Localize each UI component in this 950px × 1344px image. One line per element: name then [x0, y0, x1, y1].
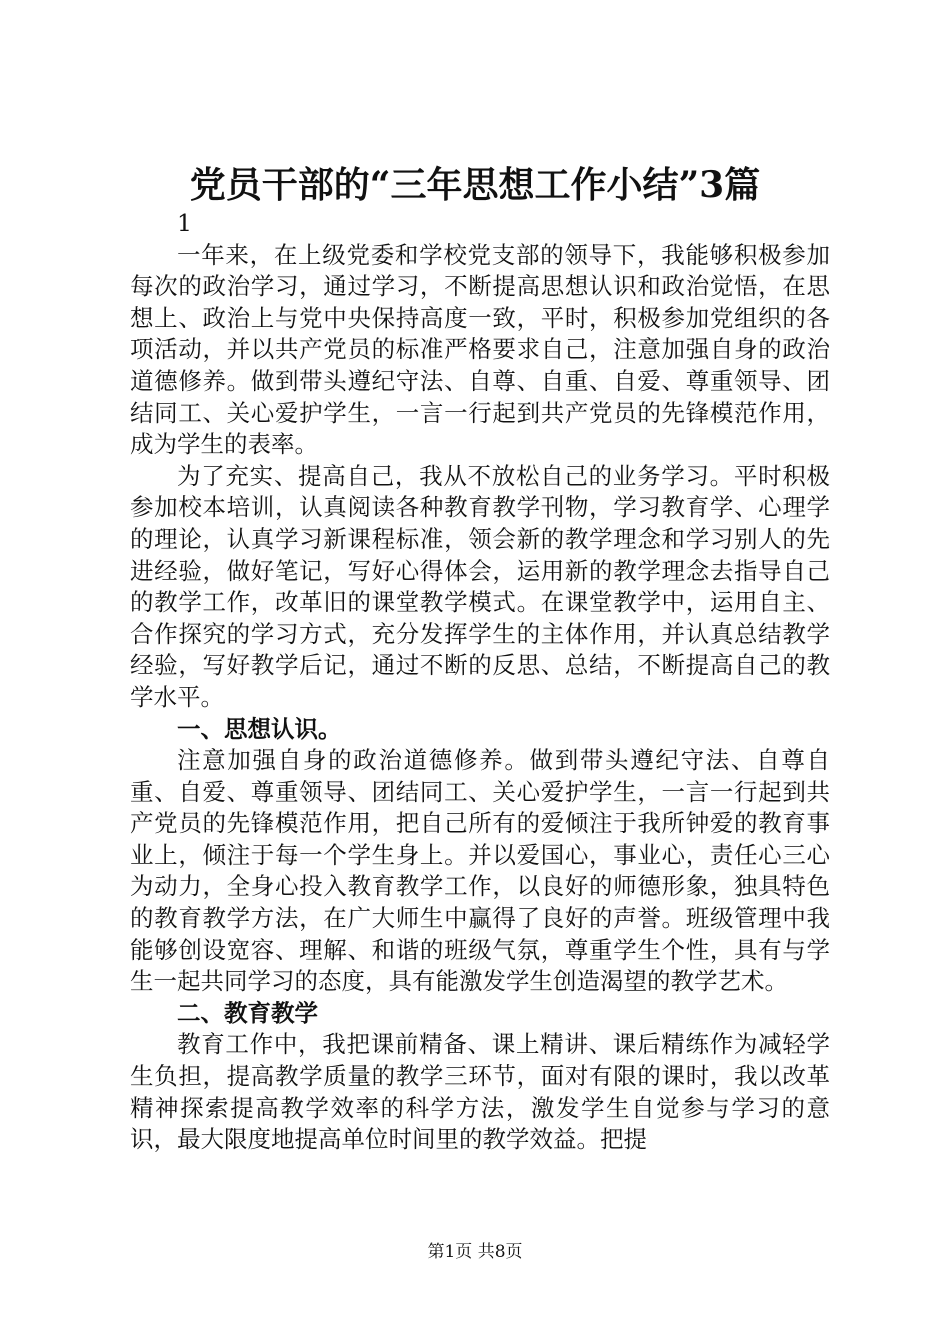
document-title: 党员干部的“三年思想工作小结”3篇	[189, 164, 761, 206]
document-body	[130, 208, 830, 1156]
paragraph-2: 为了充实、提高自己，我从不放松自己的业务学习。平时积极参加校本培训，认真阅读各种教育教学刊物，学习教育学、心理学的理论，认真学习新课程标准，领会新的教学理念和学习别人的先进经验，做好笔记，写好心得体会，运用新的教学理念去指导自己的教学工作，改革旧的课堂教学模式。在课堂教学中，运用自主、合作探究的学习方式，充分发挥学生的主体作用，并认真总结教学经验，写好教学后记，通过不断的反思、总结，不断提高自己的教学水平。	[130, 461, 830, 711]
paragraph-3: 注意加强自身的政治道德修养。做到带头遵纪守法、自尊自重、自爱、尊重领导、团结同工、关心爱护学生，一言一行起到共产党员的先锋模范作用，把自己所有的爱倾注于我所钟爱的教育事业上，倾注于每一个学生身上。并以爱国心，事业心，责任心三心为动力，全身心投入教育教学工作，以良好的师德形象，独具特色的教育教学方法，在广大师生中赢得了良好的声誉。班级管理中我能够创设宽容、理解、和谐的班级气氛，尊重学生个性，具有与学生一起共同学习的态度，具有能激发学生创造渴望的教学艺术。	[130, 746, 830, 996]
section-number: 1	[177, 209, 192, 237]
paragraph-1: 一年来，在上级党委和学校党支部的领导下，我能够积极参加每次的政治学习，通过学习，不断提高思想认识和政治觉悟，在思想上、政治上与党中央保持高度一致，平时，积极参加党组织的各项活动，并以共产党员的标准严格要求自己，注意加强自身的政治道德修养。做到带头遵纪守法、自尊、自重、自爱、尊重领导、团结同工、关心爱护学生，一言一行起到共产党员的先锋模范作用，成为学生的表率。	[130, 240, 830, 459]
paragraph-4: 教育工作中，我把课前精备、课上精讲、课后精练作为减轻学生负担，提高教学质量的教学三环节，面对有限的课时，我以改革精神探索提高教学效率的科学方法，激发学生自觉参与学习的意识，最大限度地提高单位时间里的教学效益。把提	[130, 1030, 830, 1154]
heading-thought: 一、思想认识。	[177, 714, 342, 743]
page-footer: 第1页 共8页	[427, 1242, 523, 1262]
heading-teaching: 二、教育教学	[177, 998, 318, 1027]
